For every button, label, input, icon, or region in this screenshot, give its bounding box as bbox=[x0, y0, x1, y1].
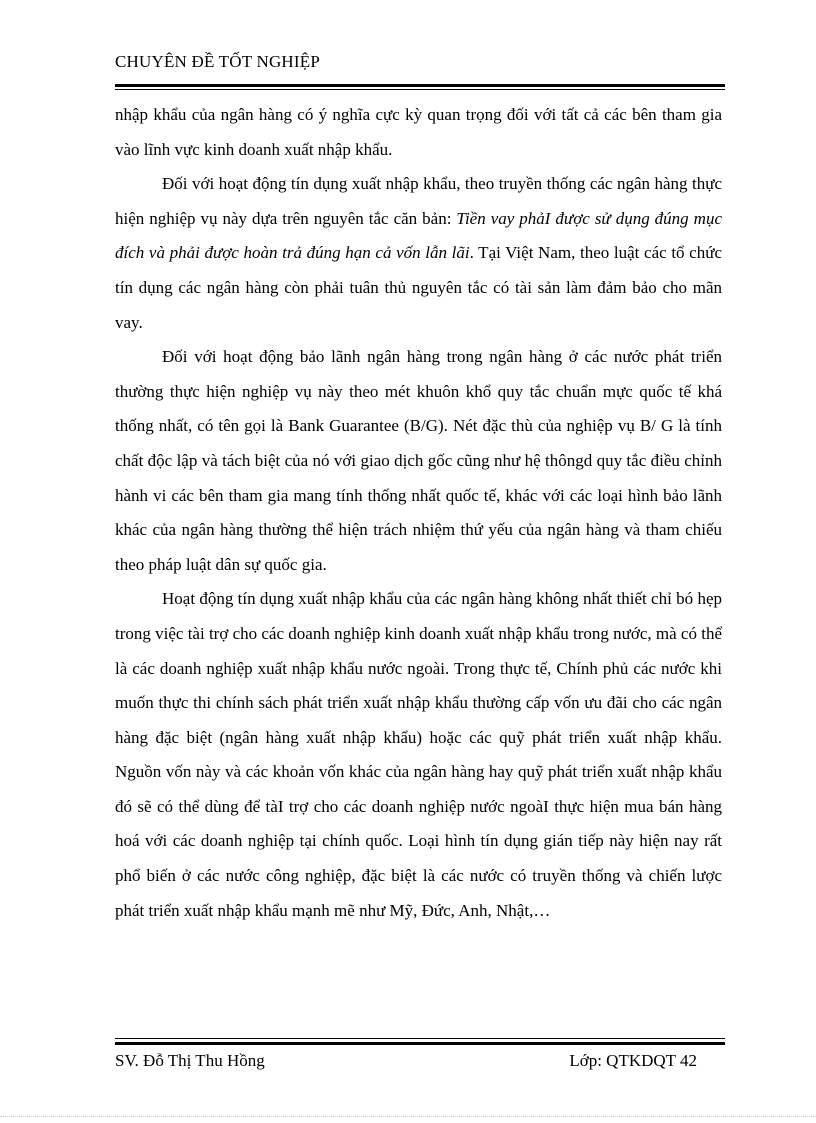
footer-class: Lớp: QTKDQT 42 bbox=[569, 1051, 697, 1070]
header-rule-thin bbox=[115, 89, 725, 90]
paragraph-2-italic: Tiền vay phảI được sử dụng đúng mục đích và phải được hoàn trả đúng hạn cả vốn lẫn lãi bbox=[115, 208, 723, 263]
paragraph-4: Hoạt động tín dụng xuất nhập khẩu của các ngân hàng không nhất thiết chỉ bó hẹp trong việc tài trợ cho các doanh nghiệp kinh doanh xuất nhập khẩu trong nước, mà có thể là các doanh nghiệp xuất nhập khẩu nước ngoài. Trong thực tế, Chính phủ các nước khi muốn thực thi chính sách phát triển xuất nhập khẩu thường cấp vốn ưu đãi cho các ngân hàng đặc biệt (ngân hàng xuất nhập khẩu) hoặc các quỹ phát triển xuất nhập khẩu. Nguồn vốn này và các khoản vốn khác của ngân hàng hay quỹ phát triển xuất nhập khẩu đó sẽ có thể dùng để tàI trợ cho các doanh nghiệp nước ngoàI thực hiện mua bán hàng hoá với các doanh nghiệp tại chính quốc. Loại hình tín dụng gián tiếp này hiện nay rất phổ biến ở các nước công nghiệp, đặc biệt là các nước có truyền thống và chiến lược phát triển xuất nhập khẩu mạnh mẽ như Mỹ, Đức, Anh, Nhật,… bbox=[115, 589, 722, 920]
footer-student-name: SV. Đỗ Thị Thu Hồng bbox=[115, 1051, 265, 1070]
header-title: CHUYÊN ĐỀ TỐT NGHIỆP bbox=[115, 52, 321, 71]
paragraph-2 bbox=[115, 167, 722, 340]
paragraph-1: nhập khẩu của ngân hàng có ý nghĩa cực kỳ quan trọng đối với tất cả các bên tham gia vào lĩnh vực kinh doanh xuất nhập khẩu. bbox=[115, 105, 722, 159]
header-rule-thick bbox=[115, 84, 725, 87]
body-text bbox=[115, 98, 722, 928]
footer-rule-thin bbox=[115, 1038, 725, 1039]
paragraph-2-start: Đối với hoạt động tín dụng xuất nhập khẩu, theo truyền thống các ngân hàng thực hiện nghiệp vụ này dựa trên nguyên tắc căn bản: bbox=[115, 174, 722, 228]
footer-rule-thick bbox=[115, 1042, 725, 1045]
paragraph-2-end: . Tại Việt Nam, theo luật các tổ chức tín dụng các ngân hàng còn phải tuân thủ nguyên tắc có tài sản làm đảm bảo cho mãn vay. bbox=[115, 243, 722, 332]
page-bottom-dotted-border bbox=[0, 1116, 816, 1117]
paragraph-3: Đối với hoạt động bảo lãnh ngân hàng trong ngân hàng ở các nước phát triển thường thực hiện nghiệp vụ này theo mét khuôn khổ quy tắc chuẩn mực quốc tế khá thống nhất, có tên gọi là Bank Guarantee (B/G). Nét đặc thù của nghiệp vụ B/ G là tính chất độc lập và tách biệt của nó với giao dịch gốc cũng như hệ thôngd quy tắc điều chỉnh hành vi các bên tham gia mang tính thống nhất quốc tế, khác với các loại hình bảo lãnh khác của ngân hàng thường thể hiện trách nhiệm thứ yếu của ngân hàng và tham chiếu theo pháp luật dân sự quốc gia. bbox=[115, 347, 722, 574]
